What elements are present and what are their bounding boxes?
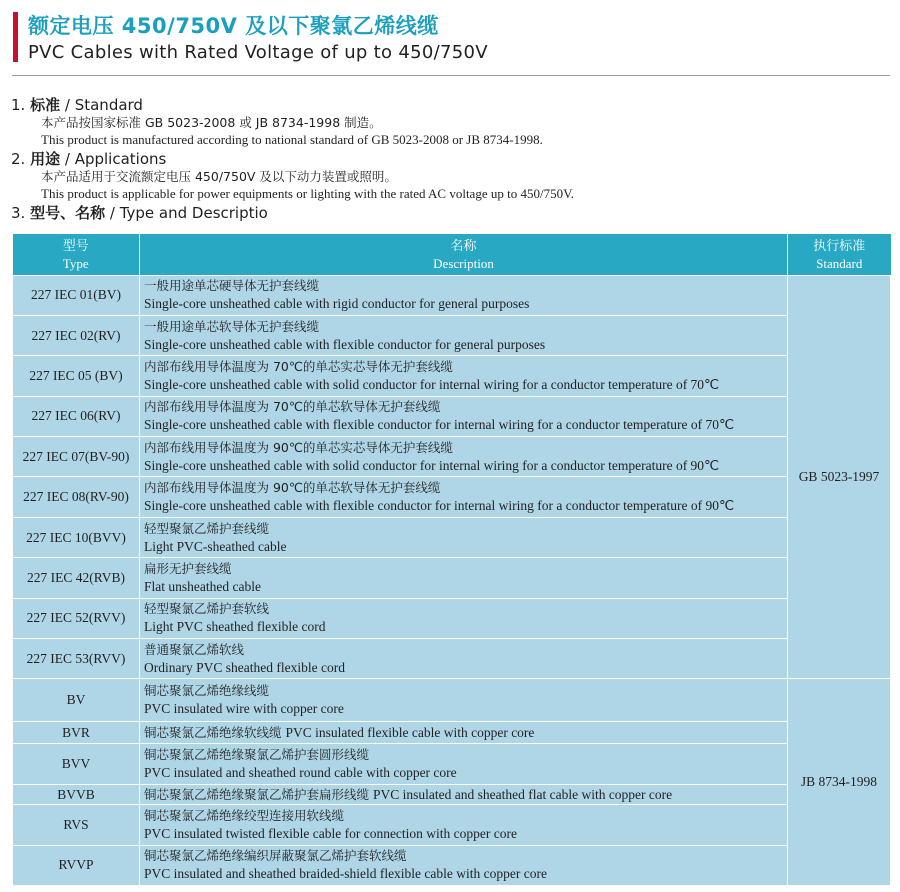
description-en: Single-core unsheathed cable with solid conductor for internal wiring for a conductor temperature of 90℃ (144, 457, 720, 473)
section-number: 3. (11, 204, 26, 222)
section-types-heading (11, 202, 268, 223)
type-cell: 227 IEC 52(RVV) (13, 598, 140, 638)
description-cn: 内部布线用导体温度为 70℃的单芯实芯导体无护套线缆 (144, 358, 453, 374)
type-cell: 227 IEC 42(RVB) (13, 558, 140, 598)
description-cell (140, 275, 788, 315)
description-en: Light PVC-sheathed cable (144, 538, 287, 554)
table-header-row (13, 234, 891, 275)
table-row (13, 598, 891, 638)
type-cell: RVVP (13, 845, 140, 885)
description-cell (140, 477, 788, 517)
description-en: PVC insulated and sheathed braided-shield flexible cable with copper core (144, 866, 547, 882)
table-row (13, 396, 891, 436)
title-divider (12, 75, 890, 76)
standard-cell: GB 5023-1997 (788, 275, 891, 679)
table-row (13, 784, 891, 805)
description-en: PVC insulated and sheathed flat cable with copper core (373, 786, 673, 802)
applications-text-cn: 本产品适用于交流额定电压 450/750V 及以下动力装置或照明。 (41, 169, 397, 184)
section-title-en: / Applications (64, 150, 167, 168)
description-cell (140, 315, 788, 355)
type-cell: BVR (13, 722, 140, 744)
header-description-en: Description (433, 255, 494, 271)
description-en: PVC insulated twisted flexible cable for connection with copper core (144, 825, 518, 841)
description-en: Light PVC sheathed flexible cord (144, 619, 326, 635)
table-row (13, 517, 891, 557)
description-cell (140, 784, 788, 805)
section-title-en: / Standard (64, 96, 143, 114)
section-applications-heading (11, 148, 166, 169)
type-cell: BV (13, 679, 140, 722)
type-cell: 227 IEC 02(RV) (13, 315, 140, 355)
type-cell: 227 IEC 10(BVV) (13, 517, 140, 557)
description-cn: 普通聚氯乙烯软线 (144, 641, 245, 657)
header-type-en: Type (62, 255, 89, 271)
cable-types-table (12, 234, 891, 886)
description-cell (140, 679, 788, 722)
description-cn: 扁形无护套线缆 (144, 560, 232, 576)
description-en: Single-core unsheathed cable with rigid conductor for general purposes (144, 296, 530, 312)
header-type (13, 234, 140, 275)
table-row (13, 437, 891, 477)
section-title-en: / Type and Descriptio (109, 204, 268, 222)
description-cell (140, 639, 788, 679)
description-cell (140, 396, 788, 436)
description-cell (140, 558, 788, 598)
description-en: PVC insulated flexible cable with copper core (285, 724, 535, 740)
description-cn: 内部布线用导体温度为 70℃的单芯软导体无护套线缆 (144, 399, 441, 415)
title-accent-bar (13, 12, 18, 62)
standard-text-en: This product is manufactured according to national standard of GB 5023-2008 or JB 8734-1998. (41, 132, 543, 147)
table-row (13, 477, 891, 517)
description-en: Single-core unsheathed cable with flexible conductor for internal wiring for a conductor temperature of 70℃ (144, 417, 735, 433)
standard-cell: JB 8734-1998 (788, 679, 891, 886)
description-en: Ordinary PVC sheathed flexible cord (144, 659, 345, 675)
section-standard-heading (11, 94, 143, 115)
type-cell: 227 IEC 01(BV) (13, 275, 140, 315)
type-cell: 227 IEC 06(RV) (13, 396, 140, 436)
description-cn: 铜芯聚氯乙烯绝缘软线缆 (144, 724, 282, 740)
description-en: PVC insulated wire with copper core (144, 701, 344, 717)
description-cell (140, 598, 788, 638)
description-cell (140, 437, 788, 477)
header-type-cn: 型号 (62, 238, 89, 254)
description-cn: 轻型聚氯乙烯护套线缆 (144, 520, 270, 536)
type-cell: 227 IEC 53(RVV) (13, 639, 140, 679)
description-cn: 铜芯聚氯乙烯绝缘绞型连接用软线缆 (144, 807, 345, 823)
table-row (13, 315, 891, 355)
section-title-cn: 标准 (30, 96, 61, 114)
table-row (13, 805, 891, 845)
page-title-cn: 额定电压 450/750V 及以下聚氯乙烯线缆 (28, 14, 439, 38)
description-cell (140, 845, 788, 885)
description-cell (140, 722, 788, 744)
description-cn: 铜芯聚氯乙烯绝缘线缆 (144, 683, 270, 699)
type-cell: 227 IEC 08(RV-90) (13, 477, 140, 517)
section-title-cn: 用途 (30, 150, 61, 168)
section-number: 1. (11, 96, 26, 114)
description-cell (140, 805, 788, 845)
table-row (13, 356, 891, 396)
description-cn: 铜芯聚氯乙烯绝缘编织屏蔽聚氯乙烯护套软线缆 (144, 848, 407, 864)
table-row (13, 275, 891, 315)
header-description-cn: 名称 (450, 238, 477, 254)
section-number: 2. (11, 150, 26, 168)
description-cn: 铜芯聚氯乙烯绝缘聚氯乙烯护套扁形线缆 (144, 786, 370, 802)
description-cell (140, 744, 788, 784)
description-cn: 轻型聚氯乙烯护套软线 (144, 601, 270, 617)
description-en: Flat unsheathed cable (144, 578, 261, 594)
section-title-cn: 型号、名称 (30, 204, 106, 222)
table-row (13, 679, 891, 722)
table-row (13, 845, 891, 885)
type-cell: 227 IEC 07(BV-90) (13, 437, 140, 477)
type-cell: RVS (13, 805, 140, 845)
description-cell (140, 356, 788, 396)
type-cell: BVV (13, 744, 140, 784)
type-cell: BVVB (13, 784, 140, 805)
table-row (13, 744, 891, 784)
description-en: Single-core unsheathed cable with flexible conductor for general purposes (144, 336, 546, 352)
header-standard-cn: 执行标准 (813, 238, 866, 254)
applications-text-en: This product is applicable for power equipments or lighting with the rated AC voltage up to 450/750V. (41, 186, 575, 201)
standard-text-cn: 本产品按国家标准 GB 5023-2008 或 JB 8734-1998 制造。 (41, 115, 382, 130)
description-cn: 内部布线用导体温度为 90℃的单芯软导体无护套线缆 (144, 480, 441, 496)
description-en: PVC insulated and sheathed round cable with copper core (144, 765, 457, 781)
description-cn: 一般用途单芯软导体无护套线缆 (144, 318, 320, 334)
table-row (13, 722, 891, 744)
header-standard-en: Standard (816, 255, 863, 271)
header-description (140, 234, 788, 275)
description-cn: 铜芯聚氯乙烯绝缘聚氯乙烯护套圆形线缆 (144, 747, 370, 763)
table-row (13, 639, 891, 679)
description-cn: 内部布线用导体温度为 90℃的单芯实芯导体无护套线缆 (144, 439, 453, 455)
description-en: Single-core unsheathed cable with solid conductor for internal wiring for a conductor temperature of 70℃ (144, 376, 720, 392)
description-en: Single-core unsheathed cable with flexible conductor for internal wiring for a conductor temperature of 90℃ (144, 498, 735, 514)
type-cell: 227 IEC 05 (BV) (13, 356, 140, 396)
description-cn: 一般用途单芯硬导体无护套线缆 (144, 278, 320, 294)
page-title-en: PVC Cables with Rated Voltage of up to 450/750V (28, 42, 488, 63)
header-standard (788, 234, 891, 275)
description-cell (140, 517, 788, 557)
table-row (13, 558, 891, 598)
